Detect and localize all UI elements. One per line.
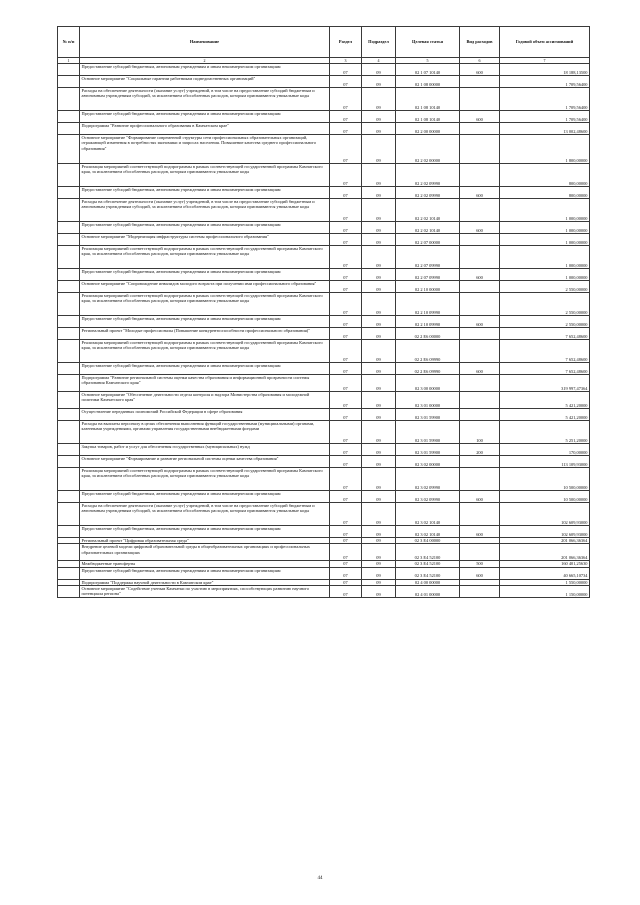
cell-name: Закупка товаров, работ и услуг для обеспечения государственных (муниципальных) нужд [80,444,330,456]
cell-podrazdel: 09 [362,585,396,597]
cell-target-article: 02 3 02 09990 [396,491,460,503]
cell-target-article: 02 3 01 59900 [396,409,460,421]
cell-expense-type [460,135,500,164]
cell-podrazdel: 09 [362,503,396,526]
cell-amount: 18 188,13500 [500,64,590,76]
cell-name: Предоставление субсидий бюджетным, автономным учреждениям и иным некоммерческим организациям [80,64,330,76]
cell-expense-type [460,456,500,468]
table-row [58,111,590,123]
cell-number [58,88,80,111]
cell-amount: 201 066,36364 [500,544,590,561]
cell-amount: 7 652,48600 [500,363,590,375]
cell-amount: 1 800,00000 [500,135,590,164]
cell-name: Реализация мероприятий соответствующей подпрограммы в рамках соответствующей государственной программы Камчатского края, за исключением обособленных расходов, которым присваиваются уникальные коды [80,468,330,491]
cell-name: Реализация мероприятий соответствующей подпрограммы в рамках соответствующей государственной программы Камчатского края, за исключением обособленных расходов, которым присваиваются уникальные коды [80,293,330,316]
cell-expense-type: 600 [460,187,500,199]
table-row [58,281,590,293]
cell-name: Предоставление субсидий бюджетным, автономным учреждениям и иным некоммерческим организациям [80,111,330,123]
table-row [58,421,590,444]
cell-number [58,526,80,538]
cell-amount: 1 709,56400 [500,76,590,88]
cell-target-article: 02 2 10 00000 [396,281,460,293]
cell-podrazdel: 09 [362,328,396,340]
table-row [58,567,590,579]
table-row [58,269,590,281]
cell-target-article: 02 2 02 09990 [396,164,460,187]
cell-podrazdel: 09 [362,123,396,135]
cell-target-article: 02 2 10 09990 [396,316,460,328]
cell-amount: 800,00000 [500,164,590,187]
cell-number [58,269,80,281]
cell-amount: 1 709,56400 [500,111,590,123]
cell-amount: 5 251,20000 [500,421,590,444]
cell-podrazdel: 09 [362,293,396,316]
cell-target-article: 02 2 07 09990 [396,269,460,281]
cell-razdel: 07 [330,538,362,544]
cell-target-article: 02 4 00 00000 [396,579,460,585]
cell-amount: 13 002,48600 [500,123,590,135]
cell-razdel: 07 [330,421,362,444]
cell-expense-type [460,468,500,491]
cell-razdel: 07 [330,567,362,579]
table-row [58,316,590,328]
cell-number [58,234,80,246]
table-row [58,187,590,199]
cell-name: Основное мероприятие "Модернизация инфраструктуры системы профессионального образования" [80,234,330,246]
cell-amount: 1 709,56400 [500,88,590,111]
cell-target-article: 02 3 01 59900 [396,421,460,444]
cell-podrazdel: 09 [362,538,396,544]
column-number: 4 [362,58,396,64]
table-row [58,88,590,111]
cell-target-article: 02 3 E4 52100 [396,567,460,579]
cell-podrazdel: 09 [362,340,396,363]
cell-number [58,444,80,456]
table-row [58,64,590,76]
cell-name: Основное мероприятие "Формирование и развитие региональной системы оценки качества образования" [80,456,330,468]
cell-razdel: 07 [330,222,362,234]
cell-razdel: 07 [330,544,362,561]
cell-number [58,316,80,328]
cell-amount: 170,00000 [500,444,590,456]
cell-podrazdel: 09 [362,444,396,456]
cell-name: Предоставление субсидий бюджетным, автономным учреждениям и иным некоммерческим организациям [80,491,330,503]
cell-razdel: 07 [330,363,362,375]
cell-number [58,328,80,340]
cell-amount: 1 000,00000 [500,269,590,281]
table-row [58,544,590,561]
cell-razdel: 07 [330,340,362,363]
cell-expense-type [460,503,500,526]
table-row [58,363,590,375]
column-number: 6 [460,58,500,64]
cell-razdel: 07 [330,392,362,409]
cell-expense-type: 600 [460,491,500,503]
cell-razdel: 07 [330,187,362,199]
cell-podrazdel: 09 [362,64,396,76]
cell-target-article: 02 3 01 00000 [396,392,460,409]
cell-number [58,491,80,503]
cell-razdel: 07 [330,456,362,468]
table-row [58,164,590,187]
cell-name: Предоставление субсидий бюджетным, автономным учреждениям и иным некоммерческим организациям [80,363,330,375]
cell-razdel: 07 [330,234,362,246]
cell-target-article: 02 3 02 10140 [396,526,460,538]
table-row [58,392,590,409]
cell-number [58,585,80,597]
cell-name: Предоставление субсидий бюджетным, автономным учреждениям и иным некоммерческим организациям [80,187,330,199]
cell-razdel: 07 [330,579,362,585]
cell-expense-type [460,76,500,88]
cell-expense-type [460,328,500,340]
cell-number [58,164,80,187]
cell-target-article: 02 2 02 00000 [396,135,460,164]
cell-podrazdel: 09 [362,164,396,187]
cell-number [58,199,80,222]
cell-amount: 7 652,48600 [500,328,590,340]
cell-razdel: 07 [330,135,362,164]
cell-podrazdel: 09 [362,246,396,269]
cell-amount: 40 665,10734 [500,567,590,579]
cell-name: Реализация мероприятий соответствующей подпрограммы в рамках соответствующей государственной программы Камчатского края, за исключением обособленных расходов, которым присваиваются уникальные коды [80,246,330,269]
cell-name: Региональный проект "Молодые профессионалы (Повышение конкурентоспособности профессионального образования)" [80,328,330,340]
cell-target-article: 02 3 02 00000 [396,456,460,468]
cell-name: Основное мероприятие "Социальные гарантии работникам подведомственных организаций" [80,76,330,88]
column-number: 2 [80,58,330,64]
cell-name: Основное мероприятие "Обеспечение деятельности отдела контроля и надзора Министерства образования и молодежной политики Камчатского края" [80,392,330,409]
cell-number [58,222,80,234]
cell-target-article: 02 1 07 10140 [396,64,460,76]
cell-amount: 10 500,00000 [500,491,590,503]
table-row [58,444,590,456]
cell-expense-type [460,585,500,597]
cell-amount: 7 652,48600 [500,340,590,363]
table-row [58,526,590,538]
header-annual-amount: Годовой объем ассигнований [500,27,590,58]
cell-number [58,64,80,76]
cell-amount: 2 550,00000 [500,316,590,328]
cell-name: Реализация мероприятий соответствующей подпрограммы в рамках соответствующей государственной программы Камчатского края, за исключением обособленных расходов, которым присваиваются уникальные коды [80,164,330,187]
cell-number [58,409,80,421]
cell-name: Предоставление субсидий бюджетным, автономным учреждениям и иным некоммерческим организациям [80,316,330,328]
cell-target-article: 02 2 E6 00000 [396,328,460,340]
cell-expense-type [460,281,500,293]
cell-razdel: 07 [330,444,362,456]
cell-amount: 5 421,20000 [500,392,590,409]
cell-razdel: 07 [330,375,362,392]
cell-target-article: 02 2 02 10140 [396,222,460,234]
header-number: № п/п [58,27,80,58]
budget-table [57,26,590,598]
cell-target-article: 02 1 08 10140 [396,88,460,111]
cell-podrazdel: 09 [362,544,396,561]
cell-amount: 1 000,00000 [500,199,590,222]
cell-podrazdel: 09 [362,363,396,375]
header-target-article: Целевая статья [396,27,460,58]
cell-expense-type [460,88,500,111]
cell-expense-type [460,199,500,222]
cell-expense-type: 600 [460,567,500,579]
cell-expense-type [460,293,500,316]
cell-target-article: 02 3 02 09990 [396,468,460,491]
cell-number [58,392,80,409]
cell-target-article: 02 3 00 00000 [396,375,460,392]
table-body [58,64,590,598]
cell-target-article: 02 2 02 09990 [396,187,460,199]
table-row [58,585,590,597]
table-row [58,491,590,503]
cell-podrazdel: 09 [362,392,396,409]
cell-number [58,363,80,375]
table-row [58,123,590,135]
cell-podrazdel: 09 [362,561,396,567]
cell-razdel: 07 [330,281,362,293]
table-row [58,375,590,392]
cell-amount: 10 500,00000 [500,468,590,491]
cell-podrazdel: 09 [362,135,396,164]
column-number: 5 [396,58,460,64]
cell-amount: 113 109,93000 [500,456,590,468]
table-row [58,409,590,421]
cell-number [58,293,80,316]
cell-number [58,567,80,579]
cell-expense-type [460,409,500,421]
cell-name: Подпрограмма "Развитие региональной системы оценки качества образования и информационной прозрачности системы образования Камчатского края" [80,375,330,392]
cell-number [58,281,80,293]
table-row [58,468,590,491]
cell-name: Предоставление субсидий бюджетным, автономным учреждениям и иным некоммерческим организациям [80,222,330,234]
cell-podrazdel: 09 [362,88,396,111]
cell-expense-type: 600 [460,269,500,281]
cell-expense-type: 200 [460,444,500,456]
cell-target-article: 02 3 E4 00000 [396,538,460,544]
cell-name: Основное мероприятие "Сопровождение инвалидов молодого возраста при получении ими профессионального образования" [80,281,330,293]
cell-target-article: 02 2 00 00000 [396,123,460,135]
cell-amount: 800,00000 [500,187,590,199]
table-row [58,456,590,468]
cell-podrazdel: 09 [362,409,396,421]
cell-razdel: 07 [330,246,362,269]
cell-number [58,123,80,135]
cell-expense-type [460,246,500,269]
cell-amount: 1 000,00000 [500,246,590,269]
cell-amount: 2 550,00000 [500,293,590,316]
cell-target-article: 02 2 02 10140 [396,199,460,222]
cell-number [58,375,80,392]
column-number: 1 [58,58,80,64]
cell-name: Расходы на обеспечение деятельности (оказание услуг) учреждений, в том числе на предоставление субсидий бюджетным и автономным учреждениям субсидий, за исключением обособленных расходов, которым присваиваются уникальные коды [80,88,330,111]
table-row [58,328,590,340]
header-razdel: Раздел [330,27,362,58]
cell-amount: 2 550,00000 [500,281,590,293]
cell-razdel: 07 [330,491,362,503]
cell-amount: 1 550,00000 [500,579,590,585]
cell-expense-type: 600 [460,111,500,123]
table-row [58,246,590,269]
header-name: Наименование [80,27,330,58]
cell-target-article: 02 3 E4 52100 [396,544,460,561]
cell-razdel: 07 [330,76,362,88]
cell-podrazdel: 09 [362,316,396,328]
cell-podrazdel: 09 [362,567,396,579]
cell-expense-type [460,340,500,363]
cell-name: Предоставление субсидий бюджетным, автономным учреждениям и иным некоммерческим организациям [80,269,330,281]
cell-amount: 1 000,00000 [500,222,590,234]
cell-number [58,187,80,199]
cell-number [58,246,80,269]
cell-podrazdel: 09 [362,281,396,293]
cell-name: Основное мероприятие "Формирование современной структуры сети профессиональных образовательных организаций, отражающей изменения в потребностях экономики и запросах населения. Повышение качества среднего профессионального образования" [80,135,330,164]
cell-number [58,544,80,561]
cell-amount: 160 401,25630 [500,561,590,567]
cell-razdel: 07 [330,123,362,135]
cell-razdel: 07 [330,88,362,111]
cell-number [58,111,80,123]
cell-podrazdel: 09 [362,222,396,234]
cell-podrazdel: 09 [362,187,396,199]
table-row [58,76,590,88]
cell-target-article: 02 1 08 10140 [396,111,460,123]
cell-podrazdel: 09 [362,199,396,222]
cell-expense-type: 600 [460,526,500,538]
cell-name: Подпрограмма "Развитие профессионального образования в Камчатском крае" [80,123,330,135]
cell-expense-type: 600 [460,316,500,328]
cell-expense-type: 600 [460,363,500,375]
cell-podrazdel: 09 [362,234,396,246]
cell-number [58,76,80,88]
table-row [58,293,590,316]
cell-expense-type [460,123,500,135]
cell-podrazdel: 09 [362,76,396,88]
cell-podrazdel: 09 [362,269,396,281]
table-row [58,340,590,363]
cell-expense-type [460,392,500,409]
cell-name: Расходы на обеспечение деятельности (оказание услуг) учреждений, в том числе на предоставление субсидий бюджетным и автономным учреждениям субсидий, за исключением обособленных расходов, которым присваиваются уникальные коды [80,199,330,222]
cell-podrazdel: 09 [362,421,396,444]
cell-target-article: 02 2 07 00000 [396,234,460,246]
cell-razdel: 07 [330,111,362,123]
cell-razdel: 07 [330,269,362,281]
page-number: 44 [317,876,323,881]
cell-amount: 102 609,93000 [500,526,590,538]
cell-razdel: 07 [330,503,362,526]
cell-name: Реализация мероприятий соответствующей подпрограммы в рамках соответствующей государственной программы Камчатского края, за исключением обособленных расходов, которым присваиваются уникальные коды [80,340,330,363]
cell-podrazdel: 09 [362,111,396,123]
cell-razdel: 07 [330,409,362,421]
cell-razdel: 07 [330,199,362,222]
table-row [58,222,590,234]
cell-podrazdel: 09 [362,456,396,468]
cell-number [58,135,80,164]
cell-target-article: 02 4 01 00000 [396,585,460,597]
cell-target-article: 02 3 01 59900 [396,444,460,456]
cell-number [58,468,80,491]
cell-name: Предоставление субсидий бюджетным, автономным учреждениям и иным некоммерческим организациям [80,526,330,538]
cell-razdel: 07 [330,526,362,538]
cell-razdel: 07 [330,468,362,491]
cell-number [58,421,80,444]
cell-target-article: 02 2 07 09990 [396,246,460,269]
cell-name: Расходы на обеспечение деятельности (оказание услуг) учреждений, в том числе на предоставление субсидий бюджетным и автономным учреждениям субсидий, за исключением обособленных расходов, которым присваиваются уникальные коды [80,503,330,526]
table-row [58,199,590,222]
cell-name: Основное мероприятие "Содействие ученым Камчатки по участию в мероприятиях, способствующих развитию научного потенциала региона" [80,585,330,597]
cell-name: Региональный проект "Цифровая образовательная среда" [80,538,330,544]
cell-podrazdel: 09 [362,526,396,538]
cell-target-article: 02 2 10 09990 [396,293,460,316]
cell-expense-type [460,544,500,561]
cell-name: Расходы на выплаты персоналу в целях обеспечения выполнения функций государственными (муниципальными) органами, казенными учреждениями, органами управления государственными внебюджетными фондами [80,421,330,444]
header-row [58,27,590,58]
column-number: 3 [330,58,362,64]
cell-amount: 1 000,00000 [500,234,590,246]
cell-amount: 319 997,47364 [500,375,590,392]
cell-number [58,503,80,526]
cell-amount: 5 421,20000 [500,409,590,421]
table-row [58,503,590,526]
cell-amount: 201 066,36364 [500,538,590,544]
cell-razdel: 07 [330,293,362,316]
header-podrazdel: Подраздел [362,27,396,58]
cell-expense-type [460,164,500,187]
cell-razdel: 07 [330,328,362,340]
cell-name: Предоставление субсидий бюджетным, автономным учреждениям и иным некоммерческим организациям [80,567,330,579]
cell-name: Межбюджетные трансферты [80,561,330,567]
header-expense-type: Вид расходов [460,27,500,58]
cell-name: Внедрение целевой модели цифровой образовательной среды в общеобразовательных организациях и профессиональных образовательных организациях [80,544,330,561]
cell-target-article: 02 2 E6 09990 [396,363,460,375]
cell-amount: 1 150,00000 [500,585,590,597]
cell-target-article: 02 3 E4 52100 [396,561,460,567]
cell-razdel: 07 [330,316,362,328]
cell-name: Подпрограмма "Поддержка научной деятельности в Камчатском крае" [80,579,330,585]
cell-target-article: 02 3 02 10140 [396,503,460,526]
table-row [58,234,590,246]
cell-podrazdel: 09 [362,375,396,392]
cell-podrazdel: 09 [362,468,396,491]
cell-razdel: 07 [330,561,362,567]
cell-target-article: 02 2 E6 09990 [396,340,460,363]
cell-amount: 102 609,93000 [500,503,590,526]
cell-name: Осуществление переданных полномочий Российской Федерации в сфере образования [80,409,330,421]
cell-number [58,456,80,468]
cell-expense-type: 100 [460,421,500,444]
cell-podrazdel: 09 [362,579,396,585]
cell-razdel: 07 [330,164,362,187]
cell-razdel: 07 [330,585,362,597]
cell-podrazdel: 09 [362,491,396,503]
cell-expense-type: 600 [460,222,500,234]
cell-expense-type [460,234,500,246]
cell-expense-type: 600 [460,64,500,76]
cell-razdel: 07 [330,64,362,76]
cell-expense-type [460,375,500,392]
cell-expense-type: 500 [460,561,500,567]
cell-target-article: 02 1 08 00000 [396,76,460,88]
table-row [58,135,590,164]
column-number: 7 [500,58,590,64]
cell-number [58,340,80,363]
